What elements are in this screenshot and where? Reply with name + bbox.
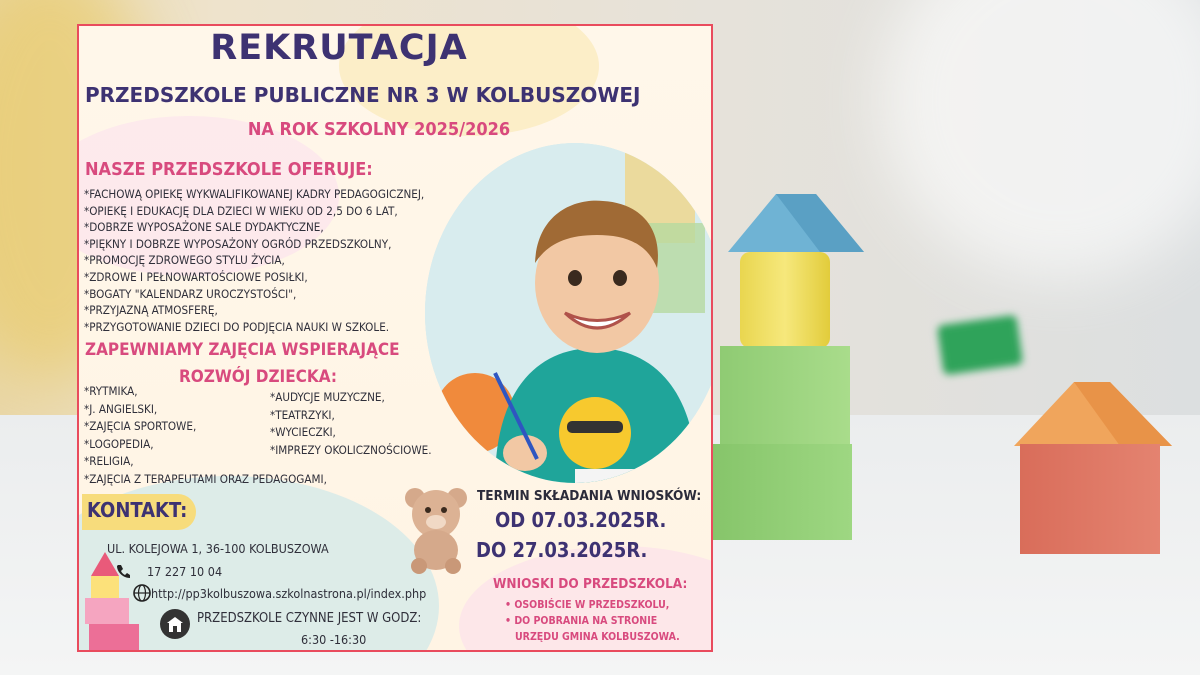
red-cube-block — [1020, 444, 1160, 554]
opening-hours: 6:30 -16:30 — [301, 632, 367, 647]
deadline-from: OD 07.03.2025R. — [495, 508, 667, 532]
list-item: *FACHOWĄ OPIEKĘ WYKWALIFIKOWANEJ KADRY PEDAGOGICZNEJ, — [84, 187, 425, 201]
school-year: NA ROK SZKOLNY 2025/2026 — [247, 119, 511, 140]
blue-roof-block — [720, 190, 870, 256]
list-item-text: DO POBRANIA NA STRONIE — [514, 615, 658, 627]
phone-icon — [115, 563, 131, 579]
poster-title: REKRUTACJA — [210, 28, 468, 68]
offer-heading: NASZE PRZEDSZKOLE OFERUJE: — [85, 159, 373, 180]
list-item: *PRZYGOTOWANIE DZIECI DO PODJĘCIA NAUKI W SZKOLE. — [84, 319, 390, 334]
list-item: *DOBRZE WYPOSAŻONE SALE DYDAKTYCZNE, — [84, 220, 324, 235]
list-item: *J. ANGIELSKI, — [84, 401, 158, 416]
contact-website[interactable]: http://pp3kolbuszowa.szkolnastrona.pl/index.php — [151, 586, 427, 601]
teddy-bear-icon — [401, 484, 471, 574]
school-name: PRZEDSZKOLE PUBLICZNE NR 3 W KOLBUSZOWEJ — [85, 83, 641, 107]
contact-heading: KONTAKT: — [87, 498, 188, 522]
list-item-text: OSOBIŚCIE W PRZEDSZKOLU, — [514, 599, 670, 611]
list-item: *RELIGIA, — [84, 454, 134, 468]
contact-phone: 17 227 10 04 — [147, 564, 223, 579]
list-item: *PIĘKNY I DOBRZE WYPOSAŻONY OGRÓD PRZEDSZKOLNY, — [84, 236, 392, 251]
list-item: *ZAJĘCIA Z TERAPEUTAMI ORAZ PEDAGOGAMI, — [84, 471, 327, 486]
list-item: *WYCIECZKI, — [270, 425, 336, 439]
green-cube-block — [720, 346, 850, 446]
deadline-to: DO 27.03.2025R. — [476, 538, 648, 562]
list-item: *TEATRZYKI, — [270, 407, 335, 422]
deadline-heading: TERMIN SKŁADANIA WNIOSKÓW: — [477, 488, 702, 504]
list-item: *OPIEKĘ I EDUKACJĘ DLA DZIECI W WIEKU OD 2,5 DO 6 LAT, — [84, 203, 398, 218]
list-item — [505, 629, 680, 645]
list-item: *PROMOCJĘ ZDROWEGO STYLU ŻYCIA, — [84, 253, 285, 268]
list-item: *PRZYJAZNĄ ATMOSFERĘ, — [84, 303, 218, 318]
list-item: *AUDYCJE MUZYCZNE, — [270, 390, 385, 404]
list-item: *IMPREZY OKOLICZNOŚCIOWE. — [270, 442, 432, 457]
contact-address: UL. KOLEJOWA 1, 36-100 KOLBUSZOWA — [107, 541, 329, 556]
offer-list — [84, 186, 424, 335]
support-subheading: ROZWÓJ DZIECKA: — [179, 367, 338, 387]
globe-icon — [133, 584, 151, 602]
green-blurred-block — [937, 315, 1023, 376]
activities-right — [270, 389, 432, 459]
recruitment-poster — [77, 24, 713, 652]
green-cube-block-2 — [712, 444, 852, 540]
applications-heading: WNIOSKI DO PRZEDSZKOLA: — [493, 576, 688, 592]
list-item: *BOGATY "KALENDARZ UROCZYSTOŚCI", — [84, 286, 297, 301]
yellow-cylinder-block — [740, 252, 830, 348]
list-item: *ZDROWE I PEŁNOWARTOŚCIOWE POSIŁKI, — [84, 269, 308, 284]
list-item: *ZAJĘCIA SPORTOWE, — [84, 419, 197, 433]
opening-hours-label: PRZEDSZKOLE CZYNNE JEST W GODZ: — [197, 611, 422, 626]
list-item-text: URZĘDU GMINA KOLBUSZOWA. — [515, 631, 680, 643]
list-item: • DO POBRANIA NA STRONIE — [505, 615, 658, 627]
applications-list — [505, 597, 680, 645]
list-item: *LOGOPEDIA, — [84, 436, 154, 451]
support-heading: ZAPEWNIAMY ZAJĘCIA WSPIERAJĄCE — [85, 340, 400, 360]
list-item: • OSOBIŚCIE W PRZEDSZKOLU, — [505, 599, 670, 611]
list-item: *RYTMIKA, — [84, 384, 138, 398]
child-photo — [425, 143, 713, 483]
school-building-icon — [159, 608, 191, 640]
